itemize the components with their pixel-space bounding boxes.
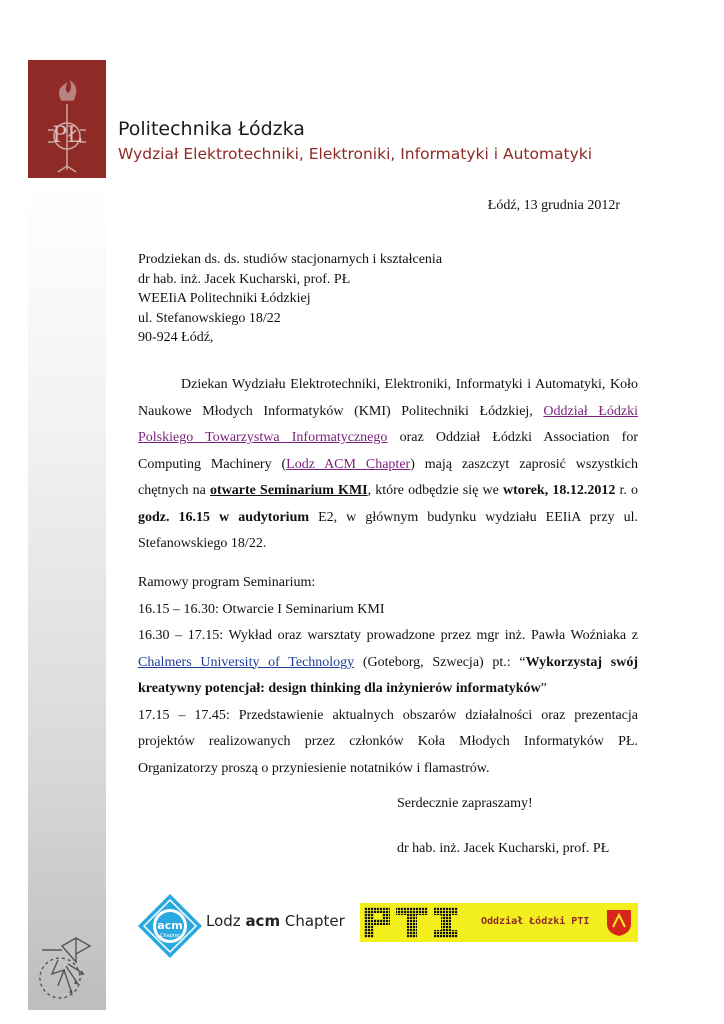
pti-link[interactable]: Oddział Łódzki Polskiego Towarzystwa Informatycznego (138, 403, 638, 445)
acm-badge-subtext: Chapter (160, 933, 180, 939)
left-gradient-bar (28, 178, 106, 1010)
faculty-name: Wydział Elektrotechniki, Elektroniki, Informatyki i Automatyki (118, 145, 593, 163)
seminar-time: godz. 16.15 w audytorium (138, 509, 310, 525)
body-text: E2, w głównym budynku wydziału EEIiA przy ul. Stefanowskiego 18/22. (138, 509, 638, 551)
pti-banner (360, 903, 638, 942)
invitation-body (138, 372, 638, 558)
program-text: (Goteborg, Szwecja) pt.: “ (354, 654, 526, 670)
addressee-line: WEEIiA Politechniki Łódzkiej (138, 291, 311, 306)
acm-badge-text: acm (157, 919, 183, 932)
pti-dotted-letters (362, 905, 462, 940)
seminar-name: otwarte Seminarium KMI (210, 483, 368, 498)
acm-logo (136, 892, 204, 965)
acm-text-part: Chapter (280, 912, 345, 930)
pti-emblem-icon (604, 907, 634, 937)
invitation-paragraph (138, 372, 638, 558)
signature: dr hab. inż. Jacek Kucharski, prof. PŁ (397, 841, 610, 856)
chalmers-link[interactable]: Chalmers University of Technology (138, 654, 355, 670)
program-item: 16.15 – 16.30: Otwarcie I Seminarium KMI (138, 601, 385, 617)
pl-crest-icon (28, 60, 106, 178)
program-text: ” (540, 681, 547, 696)
acm-text-part: Lodz (206, 912, 246, 930)
addressee-line: Prodziekan ds. ds. studiów stacjonarnych i kształcenia (138, 252, 443, 267)
electro-emblem (36, 930, 102, 1011)
lecture-title: Wykorzystaj swój kreatywny potencjał: design thinking dla inżynierów informatyków (138, 654, 639, 696)
program-text: 16.30 – 17.15: Wykład oraz warsztaty prowadzone przez mgr inż. Pawła Woźniaka z (138, 628, 638, 643)
addressee-block (138, 250, 442, 348)
addressee-line: dr hab. inż. Jacek Kucharski, prof. PŁ (138, 271, 351, 287)
university-name: Politechnika Łódzka (118, 118, 305, 140)
addressee-line: ul. Stefanowskiego 18/22 (138, 310, 281, 326)
body-text: ) mają zaszczyt zaprosić wszystkich chętnych na (138, 456, 638, 498)
body-text: Dziekan Wydziału Elektrotechniki, Elektroniki, Informatyki i Automatyki, Koło Naukowe Młodych Informatyków (KMI) Politechniki Łódzkiej, (138, 377, 638, 419)
program-item: 17.15 – 17.45: Przedstawienie aktualnych obszarów działalności oraz prezentacja projektów realizowanych przez członków Koła Młodych Informatyków PŁ. Organizatorzy proszą o przyniesienie notatników i flamastrów. (138, 707, 638, 776)
university-logo (28, 60, 106, 178)
program-item (138, 623, 638, 703)
body-text: , które odbędzie się we (367, 483, 503, 498)
program-section (138, 570, 638, 782)
pti-label: Oddział Łódzki PTI (481, 916, 590, 927)
addressee-line: 90-924 Łódź, (138, 330, 214, 345)
acm-chapter-label (206, 912, 345, 930)
body-text: oraz Oddział Łódzki Association for Computing Machinery ( (138, 430, 638, 472)
closing-line: Serdecznie zapraszamy! (397, 796, 533, 811)
acm-diamond-icon (136, 892, 204, 960)
body-text: r. o (615, 483, 639, 498)
electro-emblem-icon (36, 930, 102, 1006)
acm-chapter-link[interactable]: Lodz ACM Chapter (286, 456, 411, 472)
seminar-date: wtorek, 18.12.2012 (502, 483, 616, 498)
pti-letters-text: PTI (362, 905, 364, 906)
letter-date: Łódź, 13 grudnia 2012r (487, 198, 620, 213)
logo-letters: PŁ (52, 123, 82, 148)
program-heading: Ramowy program Seminarium: (138, 575, 316, 590)
acm-text-part: acm (245, 912, 281, 930)
